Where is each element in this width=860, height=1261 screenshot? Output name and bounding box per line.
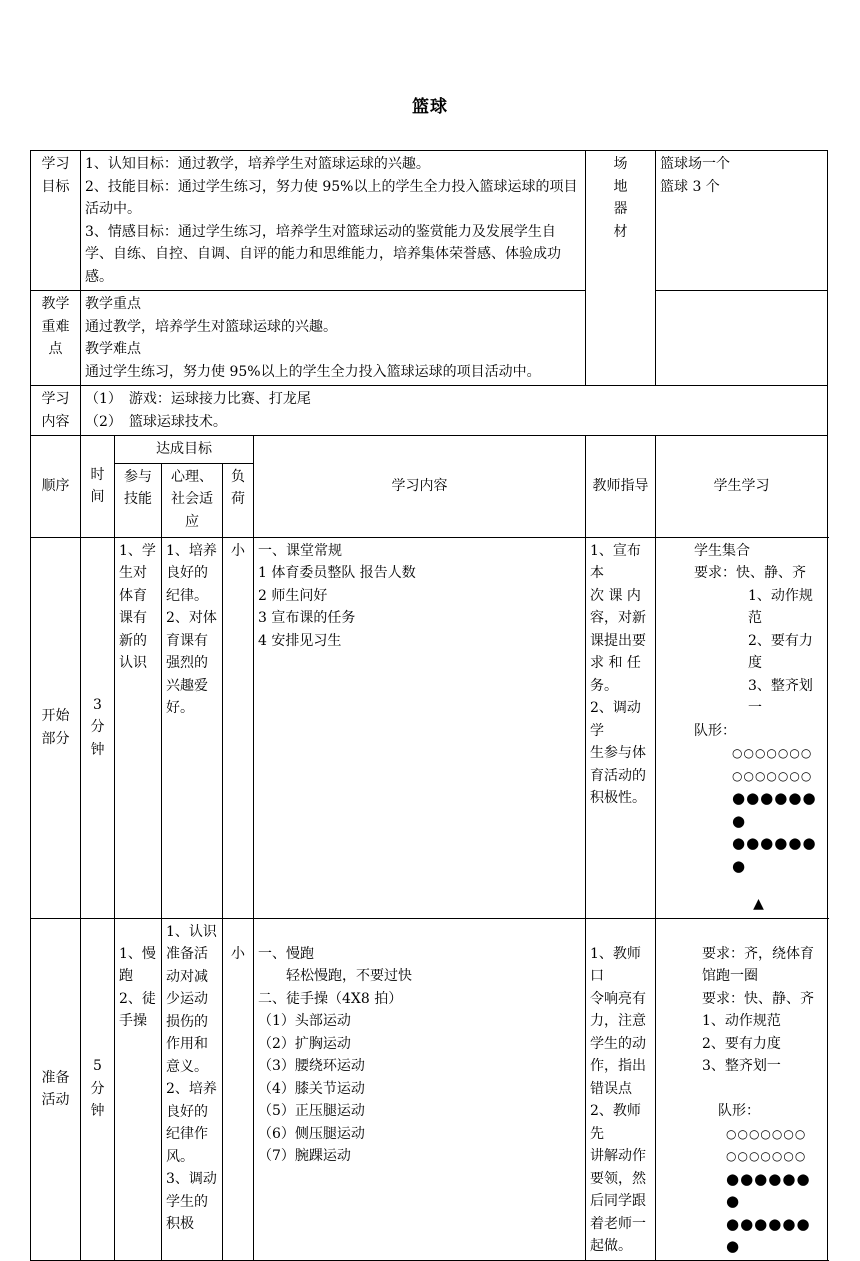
header-content: 学习内容: [254, 436, 586, 538]
header-goal-group: 达成目标: [115, 436, 254, 464]
formation-row-solid: ●●●●●●●: [732, 789, 817, 830]
start-mental: 1、培养 良好的 纪律。 2、对体 育课有 强烈的 兴趣爱 好。: [162, 537, 223, 918]
header-time: 时 间: [81, 436, 115, 538]
prep-teacher: 1、教师口 令响亮有 力，注意 学生的动 作，指出 错误点 2、教师先 讲解动作 要领，然 后同学跟 着老师一 起做。: [586, 918, 656, 1260]
header-student: 学生学习: [656, 436, 828, 538]
header-mental: 心理、 社会适 应: [162, 463, 223, 537]
formation-row-solid: ●●●●●●●: [726, 1214, 811, 1255]
teacher-triangle-icon: ▲: [753, 896, 764, 912]
formation-row-open: ○○○○○○○: [726, 1149, 807, 1163]
content-text: （1） 游戏：运球接力比赛、打龙尾 （2） 篮球运球技术。: [81, 386, 828, 436]
header-order: 顺序: [31, 436, 81, 538]
formation-row-open: ○○○○○○○: [732, 746, 813, 760]
page-title: 篮球: [412, 97, 448, 117]
prep-load: 小: [223, 918, 254, 1260]
start-formation: [694, 742, 823, 877]
header-load: 负 荷: [223, 463, 254, 537]
header-skill: 参与 技能: [115, 463, 162, 537]
header-teacher: 教师指导: [586, 436, 656, 538]
key-points-label: 教学 重难 点: [31, 291, 81, 386]
prep-mental: 1、认识 准备活 动对减 少运动 损伤的 作用和 意义。 2、培养 良好的 纪律作 风。 3、调动 学生的 积极: [162, 918, 223, 1260]
start-time: 3 分 钟: [81, 537, 115, 918]
start-content: 一、课堂常规 1 体育委员整队 报告人数 2 师生问好 3 宣布课的任务 4 安排见习生: [254, 537, 586, 918]
goals-label: 学习 目标: [31, 151, 81, 291]
formation-row-solid: ●●●●●●●: [726, 1169, 811, 1210]
formation-row-open: ○○○○○○○: [726, 1126, 807, 1141]
formation-row-open: ○○○○○○○: [732, 768, 813, 783]
lesson-plan-table: [30, 150, 827, 1261]
start-teacher: 1、宣布本 次 课 内 容，对新 课提出要 求 和 任 务。 2、调动学 生参与体 育活动的 积极性。: [586, 537, 656, 918]
start-row: [31, 537, 828, 918]
goals-row: [31, 151, 828, 291]
content-label: 学习 内容: [31, 386, 81, 436]
goals-text: 1、认知目标：通过教学，培养学生对篮球运球的兴趣。 2、技能目标：通过学生练习，努力使 95%以上的学生全力投入篮球运球的项目活动中。 3、情感目标：通过学生练习，培养学生对篮球运动的鉴赏能力及发展学生自学、自练、自控、自调、自评的能力和思维能力，培养集体荣誉感、体验成功感。: [81, 151, 586, 291]
content-row: [31, 386, 828, 436]
header-row: [31, 436, 828, 464]
equipment-list: 篮球场一个 篮球 3 个: [656, 151, 828, 291]
start-load: 小: [223, 537, 254, 918]
prep-row: [31, 918, 828, 1260]
equipment-empty: [656, 291, 828, 386]
prep-part: 准备活动: [31, 918, 81, 1260]
prep-time: 5 分 钟: [81, 918, 115, 1260]
prep-formation: [702, 1123, 823, 1258]
prep-content: 一、慢跑 轻松慢跑，不要过快 二、徒手操（4X8 拍） （1）头部运动 （2）扩胸运动 （3）腰绕环运动 （4）膝关节运动 （5）正压腿运动 （6）侧压腿运动 （7）腕踝运动: [254, 918, 586, 1260]
start-student: 学生集合 要求：快、静、齐 1、动作规范 2、要有力度 3、整齐划一 队形： ○○○○○○○ ○○○○○○○ ●●●●●●● ●●●●●●● ▲: [656, 537, 828, 918]
key-points-text: 教学重点 通过教学，培养学生对篮球运球的兴趣。 教学难点 通过学生练习，努力使 95%以上的学生全力投入篮球运球的项目活动中。: [81, 291, 586, 386]
formation-row-solid: ●●●●●●●: [732, 834, 817, 875]
equipment-label: 场 地 器 材: [586, 151, 656, 386]
prep-skill: 1、慢 跑 2、徒 手操: [115, 918, 162, 1260]
start-skill: 1、学 生对 体育 课有 新的 认识: [115, 537, 162, 918]
start-part: 开始部分: [31, 537, 81, 918]
key-points-row: [31, 291, 828, 386]
prep-student: 要求：齐，绕体育馆跑一圈 要求：快、静、齐 1、动作规范 2、要有力度 3、整齐划一 队形： ○○○○○○○ ○○○○○○○ ●●●●●●● ●●●●●●●: [656, 918, 828, 1260]
